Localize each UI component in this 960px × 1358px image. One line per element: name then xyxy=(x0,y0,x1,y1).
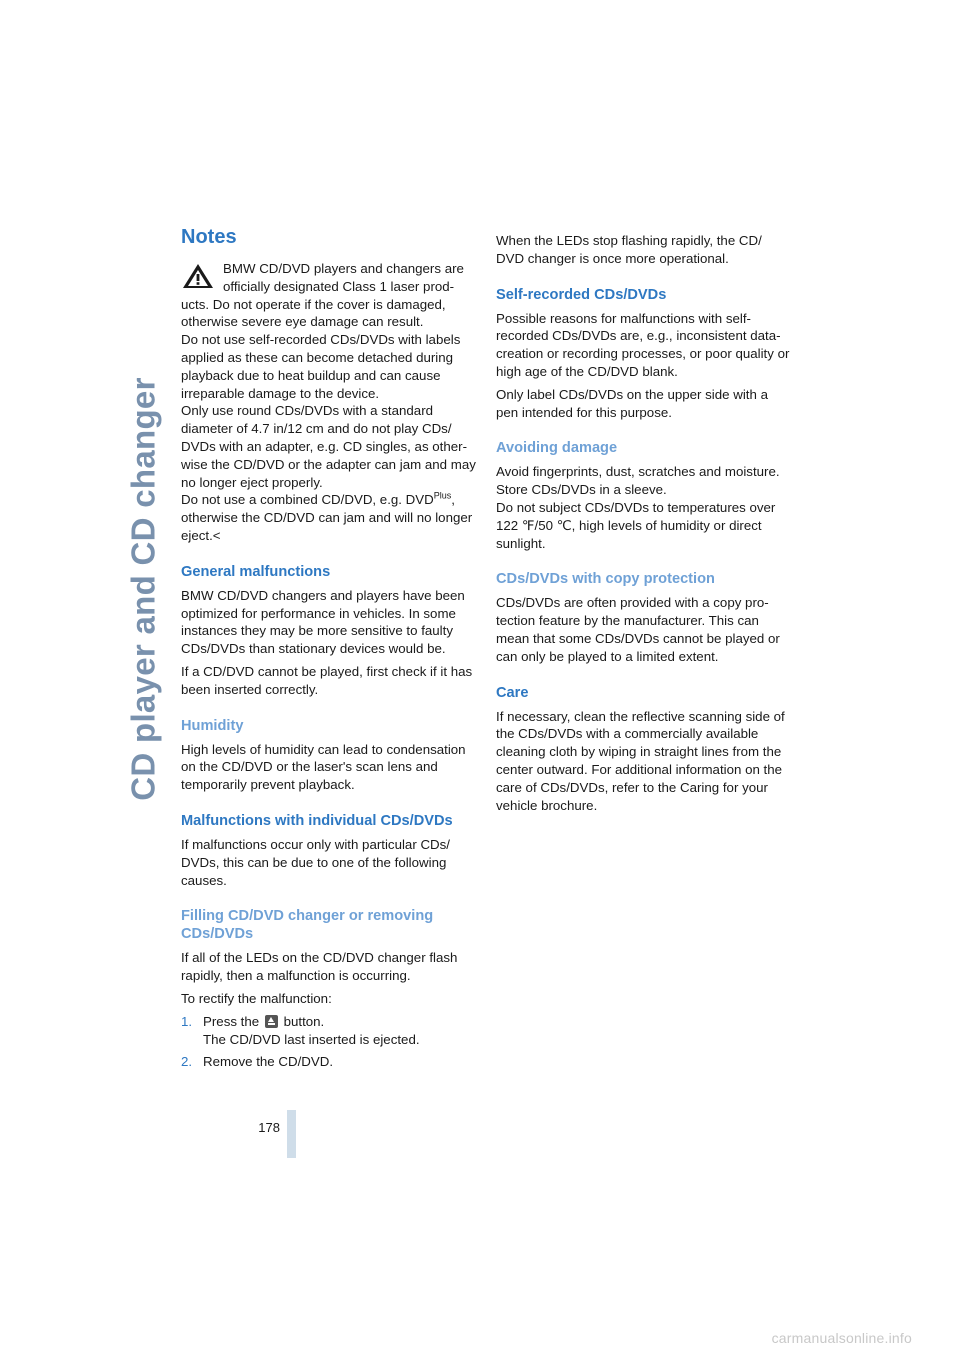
note-paragraph: Only use round CDs/DVDs with a standard diameter of 4.7 in/12 cm and do not play CDs/ DVDs with an adapter, e.g. CD singles, as otherwise the CD/DVD or the adapter can jam and may no longer eject properly. xyxy=(181,403,476,490)
dvd-plus-superscript: Plus xyxy=(433,490,452,501)
text-line: Store CDs/DVDs in a sleeve. xyxy=(496,482,667,498)
end-mark: < xyxy=(212,527,221,543)
heading-individual-malfunctions: Malfunctions with individual CDs/DVDs xyxy=(181,812,453,829)
laser-warning-note xyxy=(181,260,476,545)
section-title-notes: Notes xyxy=(181,226,237,248)
warning-triangle-icon xyxy=(181,262,215,290)
text-line: Do not subject CDs/DVDs to temperatures over 122 ℉/50 ℃, high levels of humidity or direct sunlight. xyxy=(496,499,776,551)
heading-humidity: Humidity xyxy=(181,717,244,734)
paragraph: CDs/DVDs are often provided with a copy protection feature by the manufacturer. This can mean that some CDs/DVDs cannot be played or can only be played to a limited extent. xyxy=(496,595,780,664)
eject-button-icon xyxy=(265,1015,278,1028)
note-paragraph: Do not use self-recorded CDs/DVDs with labels applied as these can become detached during playback due to heat buildup and can cause irreparable damage to the device. xyxy=(181,332,461,401)
chapter-side-title xyxy=(114,224,174,954)
paragraph: Possible reasons for malfunctions with self-recorded CDs/DVDs are, e.g., inconsistent data-creation or recording processes, or poor quality or high age of the CD/DVD blank. xyxy=(496,310,790,379)
step-text: The CD/DVD last inserted is ejected. xyxy=(203,1031,420,1047)
note-paragraph xyxy=(181,491,476,544)
note-text: , otherwise the CD/DVD can jam and will no longer eject. xyxy=(181,492,473,543)
step-item xyxy=(181,1013,476,1049)
heading-self-recorded: Self-recorded CDs/DVDs xyxy=(496,286,667,303)
heading-copy-protection: CDs/DVDs with copy protection xyxy=(496,571,715,588)
left-column xyxy=(181,224,476,1076)
paragraph: Only label CDs/DVDs on the upper side with a pen intended for this purpose. xyxy=(496,386,768,420)
page-number-bar xyxy=(287,1110,296,1158)
paragraph: If a CD/DVD cannot be played, first check if it has been inserted correctly. xyxy=(181,663,473,697)
paragraph: If necessary, clean the reflective scanning side of the CDs/DVDs with a commercially available cleaning cloth by wiping in straight lines from the center outward. For additional information on the care of CDs/DVDs, refer to the Caring for your vehicle brochure. xyxy=(496,708,785,813)
chapter-side-title-text: CD player and CD changer xyxy=(125,377,163,801)
page-number: 178 xyxy=(258,1120,280,1135)
paragraph: When the LEDs stop flashing rapidly, the CD/ DVD changer is once more operational. xyxy=(496,233,762,266)
right-column xyxy=(496,232,791,819)
note-paragraph: BMW CD/DVD players and changers are officially designated Class 1 laser products. Do not operate if the cover is damaged, otherwise severe eye damage can result. xyxy=(181,261,464,330)
step-text: button. xyxy=(283,1013,325,1029)
heading-avoiding-damage: Avoiding damage xyxy=(496,440,618,457)
paragraph: BMW CD/DVD changers and players have been optimized for performance in vehicles. In some instances they may be more sensitive to faulty CDs/DVDs than stationary devices would be. xyxy=(181,587,465,657)
paragraph: To rectify the malfunction: xyxy=(181,990,332,1006)
note-text: Do not use a combined CD/DVD, e.g. DVD xyxy=(181,492,434,508)
watermark: carmanualsonline.info xyxy=(771,1330,912,1346)
step-number: 1. xyxy=(181,1013,193,1029)
heading-care: Care xyxy=(496,684,529,701)
paragraph xyxy=(496,463,791,552)
paragraph: High levels of humidity can lead to condensation on the CD/DVD or the laser's scan lens and temporarily prevent playback. xyxy=(181,741,466,793)
text-line: Avoid fingerprints, dust, scratches and moisture. xyxy=(496,464,780,480)
heading-general-malfunctions: General malfunctions xyxy=(181,563,331,580)
step-text: Remove the CD/DVD. xyxy=(203,1054,334,1070)
step-number: 2. xyxy=(181,1054,193,1070)
paragraph: If all of the LEDs on the CD/DVD changer flash rapidly, then a malfunction is occurring. xyxy=(181,950,458,984)
step-text: Press the xyxy=(203,1013,260,1029)
paragraph: If malfunctions occur only with particular CDs/ DVDs, this can be due to one of the following causes. xyxy=(181,836,450,888)
step-item xyxy=(181,1053,476,1071)
heading-filling-changer: Filling CD/DVD changer or removing CDs/DVDs xyxy=(181,908,434,943)
steps-list xyxy=(181,1013,476,1071)
